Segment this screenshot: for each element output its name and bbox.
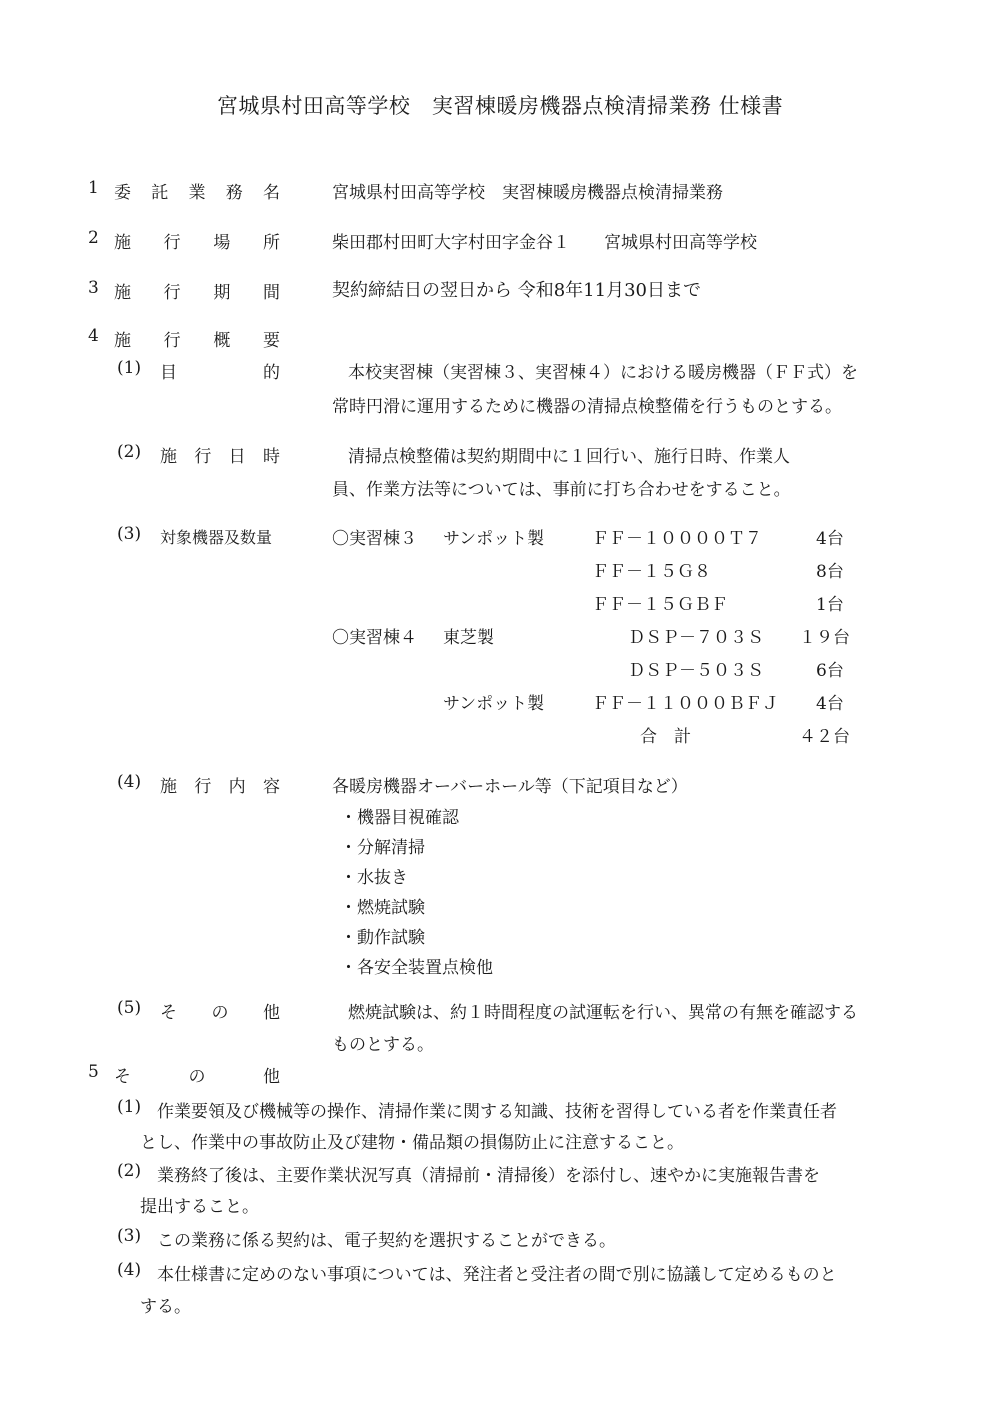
total-label: 合 計 [640,727,691,747]
label-char: 行 [194,447,212,467]
overview-5-number: (5) [117,998,142,1018]
label-char: の [211,1003,229,1023]
label-char: 他 [263,1003,280,1023]
equipment-model: ＤＳＰ－７０３Ｓ [628,628,764,648]
overview-1-line-1: 本校実習棟（実習棟３、実習棟４）における暖房機器（ＦＦ式）を [348,363,858,383]
label-char: 名 [263,183,280,203]
equipment-quantity: 6台 [816,661,844,681]
overview-2-line-2: 員、作業方法等については、事前に打ち合わせをすること。 [332,480,791,500]
label-char: 期 [213,283,231,303]
document-title: 宮城県村田高等学校 実習棟暖房機器点検清掃業務 仕様書 [216,94,784,118]
other-2-line-1: 業務終了後は、主要作業状況写真（清掃前・清掃後）を添付し、速やかに実施報告書を [157,1166,820,1186]
work-item: ・分解清掃 [340,838,425,858]
overview-1-line-2: 常時円滑に運用するために機器の清掃点検整備を行うものとする。 [332,397,842,417]
section-4-number: 4 [88,326,99,346]
other-3-line-1: この業務に係る契約は、電子契約を選択することができる。 [157,1231,616,1251]
work-item: ・動作試験 [340,928,425,948]
overview-1-label [160,358,280,383]
label-char: そ [114,1067,131,1087]
section-3-number: 3 [88,278,99,298]
section-2-value: 柴田郡村田町大字村田字金谷１ 宮城県村田高等学校 [332,233,757,253]
section-3-label [114,278,280,303]
maker-sunpot: サンポット製 [443,529,545,549]
label-char: 日 [228,447,246,467]
label-char: 間 [262,283,280,303]
total-quantity: ４２台 [799,727,850,747]
work-item: ・水抜き [340,868,408,888]
label-char: 施 [114,331,131,351]
label-char: 行 [163,331,181,351]
label-char: 施 [160,777,177,797]
overview-1-number: (1) [117,358,142,378]
overview-5-label [160,998,280,1023]
equipment-quantity: １９台 [799,628,850,648]
other-2-number: (2) [117,1161,142,1181]
label-char: 内 [228,777,246,797]
label-char: 務 [225,183,243,203]
label-char: 概 [213,331,231,351]
overview-4-label [160,772,280,797]
other-3-number: (3) [117,1226,142,1246]
other-2-line-2: 提出すること。 [140,1197,259,1217]
label-char: 委 [114,183,131,203]
label-char: 要 [262,331,280,351]
equipment-quantity: 1台 [816,595,844,615]
label-char: 行 [163,233,181,253]
building-3: 〇実習棟３ [332,529,417,549]
maker-toshiba: 東芝製 [443,628,494,648]
other-1-line-2: とし、作業中の事故防止及び建物・備品類の損傷防止に注意すること。 [140,1133,684,1153]
work-item: ・機器目視確認 [340,808,459,828]
label-char: 他 [263,1067,280,1087]
overview-5-line-1: 燃焼試験は、約１時間程度の試運転を行い、異常の有無を確認する [348,1003,858,1023]
overview-4-intro: 各暖房機器オーバーホール等（下記項目など） [332,777,688,797]
other-4-number: (4) [117,1260,142,1280]
equipment-model: ＦＦ－１１０００ＢＦＪ [592,694,779,714]
equipment-quantity: 8台 [816,562,844,582]
label-char: 施 [114,233,131,253]
work-item: ・燃焼試験 [340,898,425,918]
other-1-number: (1) [117,1097,142,1117]
label-char: 時 [262,447,280,467]
section-2-number: 2 [88,228,99,248]
overview-2-line-1: 清掃点検整備は契約期間中に１回行い、施行日時、作業人 [348,447,790,467]
section-1-label [114,178,280,203]
building-4: 〇実習棟４ [332,628,417,648]
overview-5-line-2: ものとする。 [332,1035,434,1055]
label-char: 託 [151,183,169,203]
section-4-label [114,326,280,351]
overview-3-label: 対象機器及数量 [160,528,273,547]
other-4-line-2: する。 [140,1297,191,1317]
label-char: 行 [163,283,181,303]
section-5-number: 5 [88,1062,99,1082]
section-3-value: 契約締結日の翌日から 令和8年11月30日まで [332,280,701,301]
overview-3-number: (3) [117,524,142,544]
overview-2-number: (2) [117,442,142,462]
label-char: 目 [160,363,177,383]
equipment-model: ＦＦ－１５ＧＢＦ [592,595,728,615]
label-char: 施 [114,283,131,303]
label-char: 容 [262,777,280,797]
equipment-model: ＤＳＰ－５０３Ｓ [628,661,764,681]
maker-sunpot-2: サンポット製 [443,694,545,714]
overview-2-label [160,442,280,467]
label-char: 所 [262,233,280,253]
section-2-label [114,228,280,253]
work-item: ・各安全装置点検他 [340,958,493,978]
equipment-quantity: 4台 [816,694,844,714]
label-char: 行 [194,777,212,797]
section-1-value: 宮城県村田高等学校 実習棟暖房機器点検清掃業務 [332,183,723,203]
overview-4-number: (4) [117,772,142,792]
label-char: 的 [263,363,280,383]
equipment-model: ＦＦ－１５Ｇ８ [592,562,711,582]
section-5-label [114,1062,280,1087]
label-char: そ [160,1003,177,1023]
label-char: 施 [160,447,177,467]
label-char: 場 [213,233,231,253]
section-1-number: 1 [88,178,99,198]
equipment-model: ＦＦ－１００００Ｔ７ [592,529,762,549]
other-4-line-1: 本仕様書に定めのない事項については、発注者と受注者の間で別に協議して定めるものと [157,1265,837,1285]
label-char: 業 [188,183,206,203]
equipment-quantity: 4台 [816,529,844,549]
label-char: の [188,1067,206,1087]
other-1-line-1: 作業要領及び機械等の操作、清掃作業に関する知識、技術を習得している者を作業責任者 [157,1102,837,1122]
